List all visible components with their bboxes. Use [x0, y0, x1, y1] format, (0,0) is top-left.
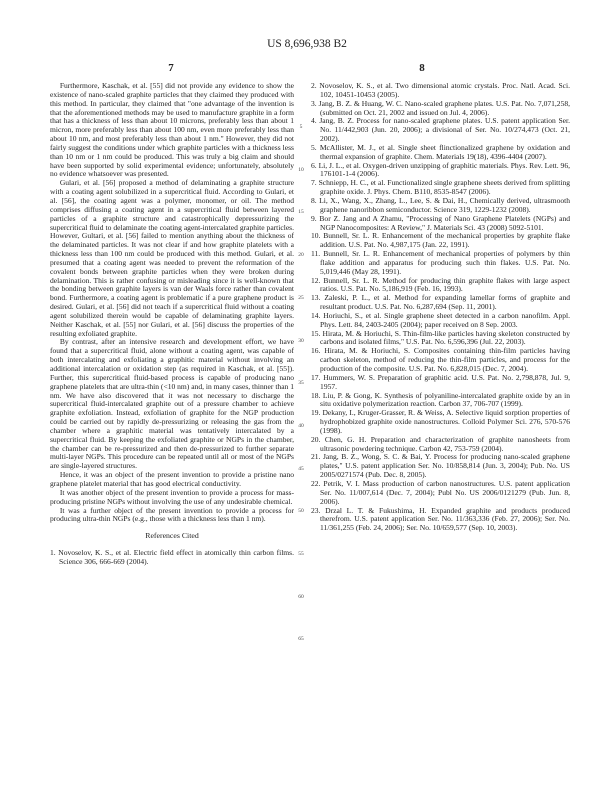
reference-item: 14. Horiuchi, S., et al. Single graphene sheet detected in a carbon nanofilm. Appl. Phys. Lett. 84, 2403-2405 (2004); paper received on 8 Sep. 2003.	[311, 310, 570, 329]
reference-item: 6. Li, J. L., et al. Oxygen-driven unzipping of graphitic materials. Phys. Rev. Lett. 96, 176101-1-4 (2006).	[311, 160, 570, 179]
left-page-number: 7	[168, 62, 174, 74]
reference-item: 5. McAllister, M. J., et al. Single sheet flinctionalized graphene by oxidation and thermal expansion of graphite. Chem. Materials 19(18), 4396-4404 (2007).	[311, 142, 570, 161]
reference-item: 1. Novoselov, K. S., et al. Electric field effect in atomically thin carbon films. Science 306, 666-669 (2004).	[50, 548, 294, 566]
reference-item: 4. Jang, B. Z. Process for nano-scaled graphene plates. U.S. patent application Ser. No. 11/442,903 (Jun. 20, 2006); a divisional of Ser. No. 10/274,473 (Oct. 21, 2002).	[311, 116, 570, 144]
line-number: 15	[298, 209, 304, 216]
reference-item: 22. Petrik, V. I. Mass production of carbon nanostructures. U.S. patent application Ser. No. 11/007,614 (Dec. 7, 2004); Publ No. US 2006/0121279 (Pub. Jun. 8, 2006).	[311, 478, 570, 506]
reference-item: 16. Hirata, M. & Horiuchi, S. Composites containing thin-film particles having carbon skeleton, method of reducing the thin-film particles, and process for the production of the composite. U.S. Pat. No. 6,828,015 (Dec. 7, 2004).	[311, 346, 570, 373]
reference-item: 10. Bunnell, Sr. L. R. Enhancement of the mechanical properties by graphite flake addition. U.S. Pat. No. 4,987,175 (Jan. 22, 1991).	[311, 231, 570, 250]
line-number: 25	[298, 294, 304, 301]
line-number: 30	[298, 337, 304, 344]
paragraph: It was a further object of the present invention to provide a process for producing ultra-thin NGPs (e.g., those with a thickness less than 1 nm).	[50, 505, 294, 524]
line-number: 65	[298, 636, 304, 643]
reference-item: 12. Bunnell, Sr. L. R. Method for producing thin graphite flakes with large aspect ratios. U.S. Pat. No. 5,186,919 (Feb. 16, 1993).	[311, 275, 570, 294]
reference-item: 18. Liu, P. & Gong, K. Synthesis of polyaniline-intercalated graphite oxide by an in situ oxidative polymerization reaction. Carbon 37, 706-707 (1999).	[311, 390, 570, 409]
reference-item: 20. Chen, G. H. Preparation and characterization of graphite nanosheets from ultrasonic powdering technique. Carbon 42, 753-759 (2004).	[311, 434, 570, 453]
paragraph: Hence, it was an object of the present invention to provide a pristine nano graphene platelet material that has good electrical conductivity.	[50, 470, 294, 488]
reference-item: 8. Li, X., Wang, X., Zhang, L., Lee, S. & Dai, H., Chemically derived, ultrasmooth graphene nanoribbon semiconductor. Science 319, 1229-1232 (2008).	[311, 195, 570, 214]
right-page-number: 8	[419, 62, 425, 74]
line-number: 55	[298, 551, 304, 557]
paragraph: It was another object of the present invention to provide a process for mass-producing pristine NGPs without involving the use of any undesirable chemical.	[50, 487, 294, 506]
line-number: 60	[298, 593, 304, 600]
reference-item: 7. Schniepp, H. C., et al. Functionalized single graphene sheets derived from splitting graphite oxide. J. Phys. Chem. B110, 8535-8547 (2006).	[311, 178, 570, 197]
reference-item: 3. Jang, B. Z. & Huang, W. C. Nano-scaled graphene plates. U.S. Pat. No. 7,071,258, (submitted on Oct. 21, 2002 and issued on Jul. 4, 2006).	[311, 98, 570, 117]
reference-item: 23. Drzal L. T. & Fukushima, H. Expanded graphite and products produced therefrom. U.S. patent application Ser. No. 11/363,336 (Feb. 27, 2006); Ser. No. 11/361,255 (Feb. 24, 2006); Ser. No. 10/659,577 (Sep. 10, 2003).	[311, 505, 570, 533]
paragraph: By contrast, after an intensive research and development effort, we have found that a supercritical fluid, alone without a coating agent, was capable of both intercalating and exfoliating a graphitic material without involving an additional intercalation or oxidation step (as required in Kaschak, et al. [55]). Further, this supercritical fluid-based process is capable of producing nano graphene platelets that are ultra-thin (<10 nm) and, in many cases, thinner than 1 nm. We have also discovered that it was not necessary to discharge the supercritical fluid-intercalated graphite out of a pressure chamber to achieve graphite exfoliation. Instead, exfoliation of graphite for the NGP production could be carried out by rapidly de-pressurizing or releasing the gas from the chamber where a graphitic material was tentatively intercalated by a supercritical fluid. By keeping the exfoliated graphite or NGPs in the chamber, the chamber can be re-pressurized and then de-pressurized to further separate multi-layer NGPs. This procedure can be repeated until all or most of the NGPs are single-layered structures.	[50, 337, 294, 471]
line-number: 20	[298, 252, 304, 259]
paragraph: Gulari, et al. [56] proposed a method of delaminating a graphite structure with a coating agent solubilized in a supercritical fluid. According to Gulari, et al. [56], the coating agent was a polymer, monomer, or oil. The method comprises diffusing a coating agent in a supercritical fluid between layered particles of a graphite structure and catastrophically depressurizing the supercritical fluid to delaminate the coating agent-intercalated graphite particles. However, Gultari, et al. [56] failed to mention anything about the thickness of the delaminated particles. It was not clear if and how graphite platelets with a thickness less than 100 nm could be produced with this method. Gulari, et al. presumed that a coating agent was needed to prevent the reformation of the covalent bonds between graphite particles when they were broken during delamination. This is rather confusing or misleading since it is well-known that the bonding between graphite layers is van der Waals force rather than covalent bond. Furthermore, a coating agent is problematic if a pure graphene product is desired. Gulari, et al. [56] did not teach if a supercritical fluid without a coating agent solubilized therein would be capable of delaminating graphite layers. Neither Kaschak, et al. [55] nor Gulari, et al. [56] discuss the properties of the resulting exfoliated graphite.	[50, 178, 294, 338]
reference-item: 15. Hirata, M. & Horiuchi, S. Thin-film-like particles having skeleton constructed by carbons and isolated films," U.S. Pat. No. 6,596,396 (Jul. 22, 2003).	[311, 328, 570, 347]
line-number: 5	[299, 124, 303, 130]
paragraph: Furthermore, Kaschak, et al. [55] did not provide any evidence to show the existence of nano-scaled graphite particles that they claimed they produced with this method. In particular, they claimed that "one advantage of the invention is that the aforementioned methods may be used to manufacture graphite in a form that has a thickness of less than about 10 microns, preferably less than about 1 micron, more preferably less than about 100 nm, even more preferably less than about 10 nm, and most preferably less than about 1 nm." However, they did not fairly suggest the conditions under which graphite particles with a thickness less than 10 nm or 1 nm could be produced. This was truly a big claim and should have been supported by solid experimental evidence; unfortunately, absolutely no evidence whatsoever was presented.	[50, 81, 294, 179]
reference-item: 21. Jang, B. Z., Wong, S. C. & Bai, Y. Process for producing nano-scaled graphene plates," U.S. patent application Ser. No. 10/858,814 (Jun. 3, 2004); Pub. No. US 2005/0271574 (Pub. Dec. 8, 2005).	[311, 452, 570, 480]
reference-item: 11. Bunnell, Sr. L. R. Enhancement of mechanical properties of polymers by thin flake addition and apparatus for producing such thin flakes. U.S. Pat. No. 5,019,446 (May 28, 1991).	[311, 249, 570, 276]
line-number: 50	[298, 508, 304, 515]
right-column	[311, 82, 570, 533]
reference-item: 19. Dekany, I., Kruger-Grasser, R. & Weiss, A. Selective liquid sorption properties of hydrophobized graphite oxide nanostructures. Colloid Polymer Sci. 276, 570-576 (1998).	[311, 408, 570, 435]
left-column	[50, 82, 294, 567]
reference-item: 9. Bor Z. Jang and A Zhamu, "Processing of Nano Graphene Platelets (NGPs) and NGP Nanocomposites: A Review," J. Materials Sci. 43 (2008) 5092-5101.	[311, 213, 570, 232]
line-number: 35	[298, 380, 304, 387]
reference-item: 17. Hummers, W. S. Preparation of graphitic acid. U.S. Pat. No. 2,798,878, Jul. 9, 1957.	[311, 372, 570, 391]
references-heading: References Cited	[145, 531, 199, 541]
patent-number-header: US 8,696,938 B2	[267, 38, 347, 50]
line-number: 10	[298, 166, 304, 173]
line-number: 40	[298, 422, 304, 429]
reference-item: 2. Novoselov, K. S., et al. Two dimensional atomic crystals. Proc. Natl. Acad. Sci. 102, 10451-10453 (2005).	[311, 81, 570, 99]
line-number: 45	[298, 465, 304, 472]
reference-item: 13. Zaleski, P. L., et al. Method for expanding lamellar forms of graphite and resultant product. U.S. Pat. No. 6,287,694 (Sep. 11, 2001).	[311, 293, 570, 312]
